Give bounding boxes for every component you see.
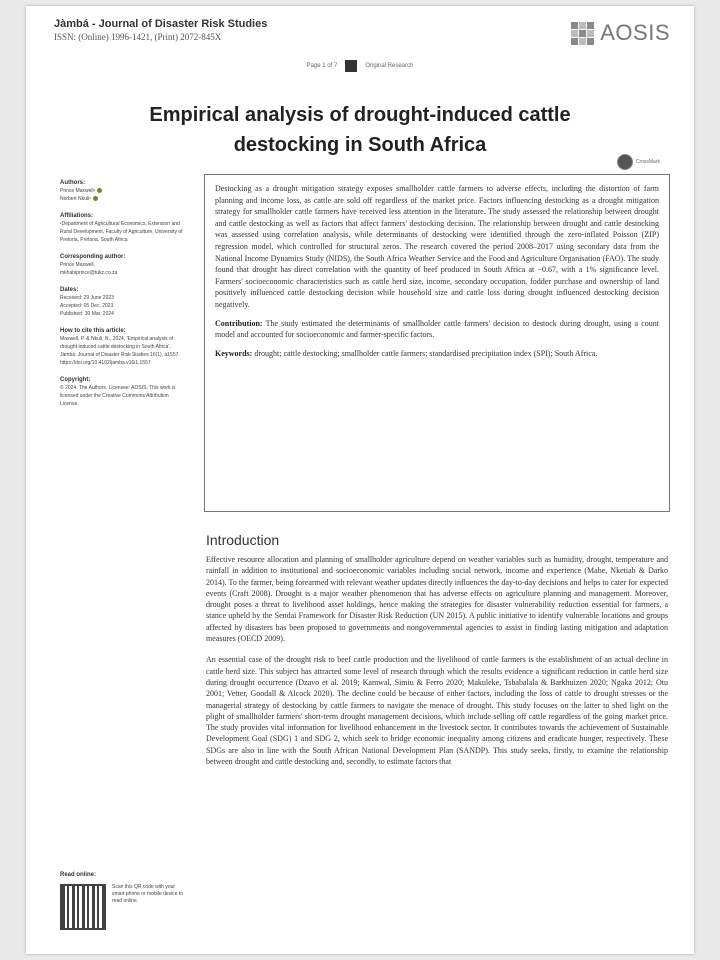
publisher-name: AOSIS — [600, 20, 670, 45]
article-title-line: destocking in South Africa — [233, 134, 487, 156]
read-online-text: Scan this QR code with your smart phone or mobile device to read online. — [112, 884, 184, 904]
keywords-label: Keywords: — [215, 348, 253, 358]
qr-code-icon[interactable] — [60, 884, 106, 930]
contribution-label: Contribution: — [215, 318, 263, 328]
orcid-icon[interactable] — [93, 196, 98, 201]
page-info-bar — [26, 60, 694, 72]
publisher-mark-icon — [571, 22, 594, 45]
affiliations-heading: Affiliations: — [60, 213, 93, 219]
affiliations-text: ¹Department of Agricultural Economics, Extension and Rural Development, Faculty of Agriculture, University of Pretoria, Pretoria, South Africa — [60, 221, 183, 243]
article-title — [66, 100, 654, 160]
read-online-heading: Read online: — [60, 872, 97, 878]
article-page — [26, 6, 694, 954]
article-title-line: Empirical analysis of drought-induced cattle — [149, 104, 571, 126]
dates-text: Received: 29 June 2023 Accepted: 05 Dec. 2023 Published: 30 Mar. 2024 — [60, 295, 114, 317]
corresponding-heading: Corresponding author: — [60, 254, 126, 260]
corresponding-text[interactable]: Prince Maxwell, mkhabiprince@tukz.co.za — [60, 262, 118, 276]
copyright-heading: Copyright: — [60, 377, 91, 383]
crossmark-icon — [617, 154, 633, 170]
page-number: Page 1 of 7 — [306, 63, 338, 69]
contribution-text: The study estimated the determinants of smallholder cattle farmers' decision to destock during drought, using a count model and accounted for socioeconomic and farmer-specific factors. — [215, 318, 659, 340]
cite-heading: How to cite this article: — [60, 328, 126, 334]
journal-title: Jàmbá - Journal of Disaster Risk Studies — [54, 18, 268, 30]
section-marker-icon — [345, 60, 357, 72]
author-name[interactable]: Norbert Nkuli¹ — [60, 196, 91, 202]
abstract-box — [204, 174, 670, 512]
read-online-block — [60, 872, 188, 904]
dates-heading: Dates: — [60, 287, 79, 293]
keywords-text: drought; cattle destocking; smallholder cattle farmers; standardised precipitation index (SPI); South Africa. — [254, 348, 598, 358]
abstract-text: Destocking as a drought mitigation strategy exposes smallholder cattle farmers to adverse effects, including the distortion of farm planning and income loss, as cattle are sold off regardless of the market price. Factors influencing destocking as a drought mitigation strategy for smallholder cattle farmers have received less attention in the literature. The study assessed the relationship between drought and cattle destocking as well as factors that affect farmers' destocking decision. The relationship between drought and cattle destocking was assessed using correlation analysis, while determinants of destocking were identified through the zero-inflated Poisson (ZIP) regression model, which controlled for structural zeros. The research covered the period 2008–2017 using secondary data from the National Income Dynamics Study (NIDS), the South Africa Weather Service and the Food and Agriculture Organisation (FAO). The study found that drought has direct correlation with the quantity of beef produced in South Africa at −0.67, with a 1% significance level. Farmers' socioeconomic characteristics such as cattle herd size, income, secondary occupation, fodder purchase and ownership of land positively influenced cattle destocking decision while household size and cattle loss during drought influenced destocking decision negatively. — [215, 184, 659, 309]
body-paragraph: Effective resource allocation and planning of smallholder agriculture depend on weather variables such as humidity, drought, temperature and rainfall in addition to institutional and socioeconomic variables including social network, income and experience (Mabe, Nketiah & Darko 2014). To the farmer, being forearmed with relevant weather updates directly influences the day-to-day decisions and helps to cater for expected events (Craft 2008). Drought is a major weather phenomenon that has adverse effects on agriculture planning and management. Moreover, drought poses a threat to livelihood asset holdings, hence making the strategies for disaster vulnerability reduction essential for farmers, a stance upheld by the Sendai Framework for Disaster Risk Reduction (UN 2015). A public initiative to identify vulnerable locations and groups affected by disasters has been proposed to governments and nongovernmental agencies to assist in finding lasting mitigation and adaptation measures (OECD 2009). — [206, 555, 668, 644]
publisher-logo[interactable] — [571, 20, 670, 46]
cite-text[interactable]: Maxwell, P. & Nkuli, N., 2024, 'Empirical analysis of drought-induced cattle destocking in South Africa', Jàmbá: Journal of Disaster Risk Studies 16(1), a1557. https://doi.org/10.4102/jamba.v16i1.1557 — [60, 336, 180, 366]
author-name[interactable]: Prince Maxwell¹ — [60, 188, 96, 194]
copyright-text: © 2024. The Authors. Licensee: AOSIS. This work is licensed under the Creative Commons Attribution License. — [60, 385, 176, 407]
body-paragraph: An essential case of the drought risk to beef cattle production and the livelihood of cattle farmers is the establishment of an actual decline in cattle herd size. This subject has attracted some level of research through which the results evidence a significant reduction in cattle herd size during drought occurrence (Dzavo et al. 2019; Kamwal, Simiu & Ferro 2020; Makuleke, Tshabalala & Barkhuizen 2020; Ngaka 2012; Otu 2001; Vetter, Goodall & Alcock 2020). The decline could be because of either factors, including the loss of cattle to drought stresses or the managerial strategy of destocking by cattle farmers to navigate the menace of drought. This study focuses on the latter to shed light on the plight of smallholder farmers' short-term drought management decisions, which include selling off cattle regardless of the going market price. The study provides vital information for livelihood enhancement in the livestock sector. It contributes towards the achievement of Sustainable Development Goal (SDG) 1 and SDG 2, which seek to bridge economic inequality among citizens and eradicate hunger, respectively. These SDGs are also in line with the South African National Development Plan (SANDP). This study seeks, firstly, to examine the relationship between drought and cattle destocking and, secondly, to estimate factors that — [206, 655, 668, 767]
journal-issn: ISSN: (Online) 1996-1421, (Print) 2072-845X — [54, 32, 222, 42]
authors-heading: Authors: — [60, 180, 85, 186]
article-section: Original Research — [365, 63, 414, 69]
article-sidebar — [60, 180, 188, 418]
crossmark-badge[interactable] — [617, 154, 660, 170]
orcid-icon[interactable] — [97, 188, 102, 193]
crossmark-label: CrossMark — [635, 159, 660, 165]
introduction-heading: Introduction — [206, 532, 280, 548]
introduction-body — [206, 554, 668, 777]
